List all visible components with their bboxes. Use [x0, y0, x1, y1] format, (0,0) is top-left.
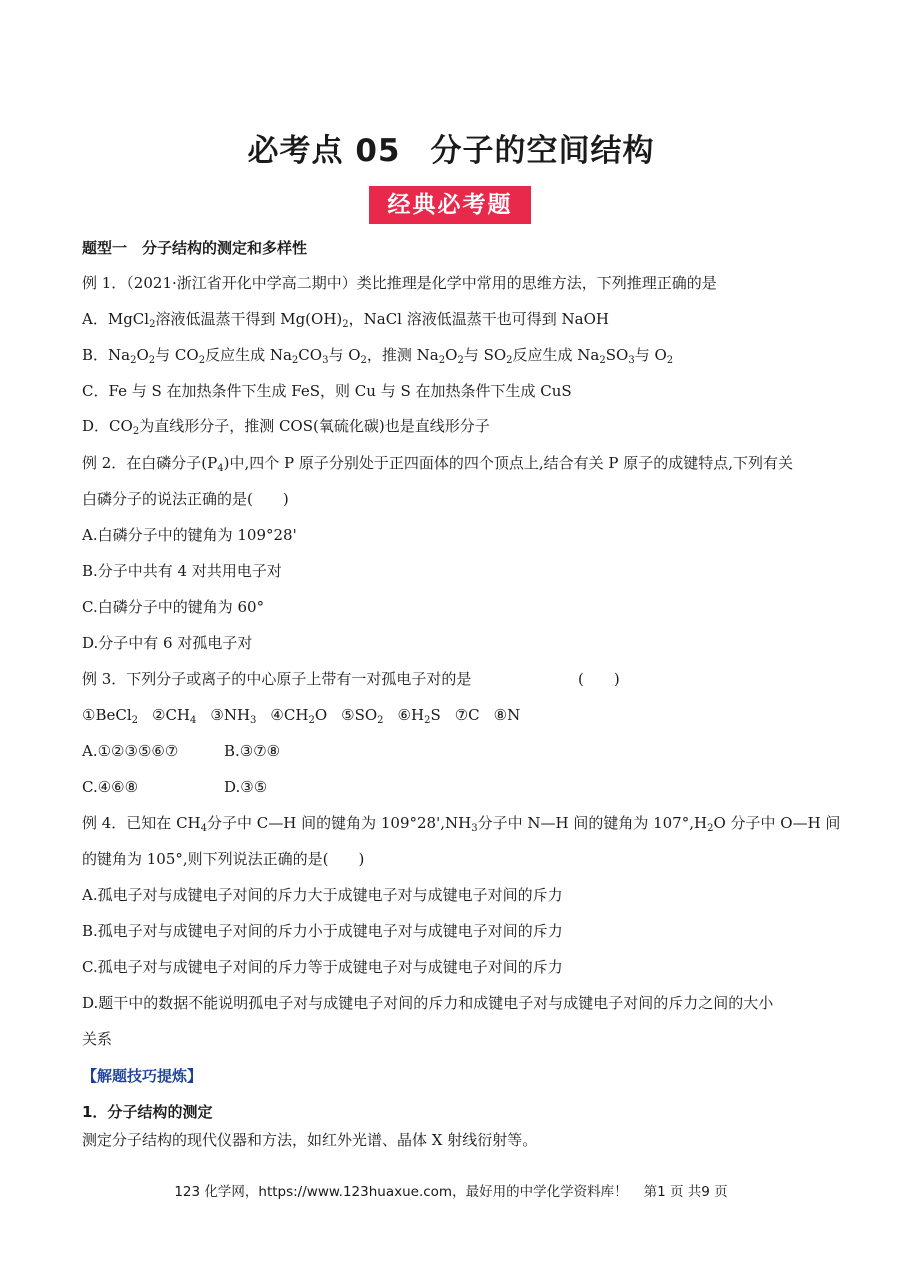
tip-1-text: 测定分子结构的现代仪器和方法，如红外光谱、晶体 X 射线衍射等。	[82, 1131, 538, 1149]
page-footer	[0, 1180, 902, 1200]
example-4-option-d-line-1: D.题干中的数据不能说明孤电子对与成键电子对间的斥力和成键电子对与成键电子对间的斥力之间的大小	[82, 994, 774, 1012]
example-3-answer-paren: ( )	[578, 670, 620, 688]
page-title	[0, 125, 902, 170]
example-3-option-b: B.③⑦⑧	[224, 742, 281, 760]
section-heading: 题型一 分子结构的测定和多样性	[82, 239, 308, 257]
example-2-option-b: B.分子中共有 4 对共用电子对	[82, 562, 282, 580]
example-2-stem-line-1: 例 2．在白磷分子$(P_4)$中,四个 P 原子分别处于正四面体的四个顶点上,结合有关 P 原子的成键特点,下列有关	[82, 454, 794, 474]
example-2-option-a: A.白磷分子中的键角为 109°28'	[82, 526, 297, 544]
footer-page-number: 第1 页 共9 页	[643, 1184, 728, 1200]
title-part-2: 分子的空间结构	[430, 133, 655, 169]
example-4-option-b: B.孤电子对与成键电子对间的斥力小于成键电子对与成键电子对间的斥力	[82, 922, 563, 940]
example-4-option-c: C.孤电子对与成键电子对间的斥力等于成键电子对与成键电子对间的斥力	[82, 958, 563, 976]
footer-site: 123 化学网，https://www.123huaxue.com，最好用的中学化学资料库！	[174, 1184, 628, 1200]
example-1-option-c: C．Fe 与 S 在加热条件下生成 FeS，则 Cu 与 S 在加热条件下生成 CuS	[82, 382, 572, 400]
example-4-option-a: A.孤电子对与成键电子对间的斥力大于成键电子对与成键电子对间的斥力	[82, 886, 563, 904]
example-3-items: ①BeCl$_2$ $②CH_4$ $③NH_3$ $④CH_2O$ $⑤SO_2$ $⑥H_2S$ ⑦C ⑧N	[82, 706, 521, 726]
example-2-stem-line-2: 白磷分子的说法正确的是( )	[82, 490, 289, 508]
example-3-option-c: C.④⑥⑧	[82, 778, 139, 796]
example-4-stem-line-2: 的键角为 105°,则下列说法正确的是( )	[82, 850, 365, 868]
tips-heading: 【解题技巧提炼】	[82, 1067, 203, 1085]
tip-1-heading: 1．分子结构的测定	[82, 1103, 213, 1121]
example-1-option-b: B．$Na_2O_2$与 $CO_2$反应生成 $Na_2CO_3$与 $O_2$，推测 $Na_2O_2$与 $SO_2$反应生成 $Na_2SO_3$与 $O_2$	[82, 346, 674, 366]
example-4-stem-line-1: 例 4．已知在 $CH_4$分子中 C—H 间的键角为 $109^\circ 28',NH_3$分子中 N—H 间的键角为 $107^\circ,H_2O$ 分子中 O—H 间	[82, 814, 841, 834]
example-3-stem: 例 3．下列分子或离子的中心原子上带有一对孤电子对的是	[82, 670, 472, 688]
classic-questions-badge: 经典必考题	[369, 186, 531, 224]
example-1-option-d: D．$CO_2$为直线形分子，推测 COS(氧硫化碳)也是直线形分子	[82, 417, 490, 437]
example-1-stem: 例 1．（2021·浙江省开化中学高二期中）类比推理是化学中常用的思维方法，下列推理正确的是	[82, 274, 717, 292]
example-2-option-c: C.白磷分子中的键角为 60°	[82, 598, 265, 616]
example-3-option-d: D.③⑤	[224, 778, 268, 796]
example-4-option-d-line-2: 关系	[82, 1030, 113, 1048]
example-3-option-a: A.①②③⑤⑥⑦	[82, 742, 179, 760]
example-1-option-a: A．MgCl$_2$溶液低温蒸干得到 $Mg(OH)_2$，NaCl 溶液低温蒸干也可得到 NaOH	[82, 310, 609, 330]
title-part-1: 必考点 05	[247, 133, 401, 169]
example-2-option-d: D.分子中有 6 对孤电子对	[82, 634, 253, 652]
